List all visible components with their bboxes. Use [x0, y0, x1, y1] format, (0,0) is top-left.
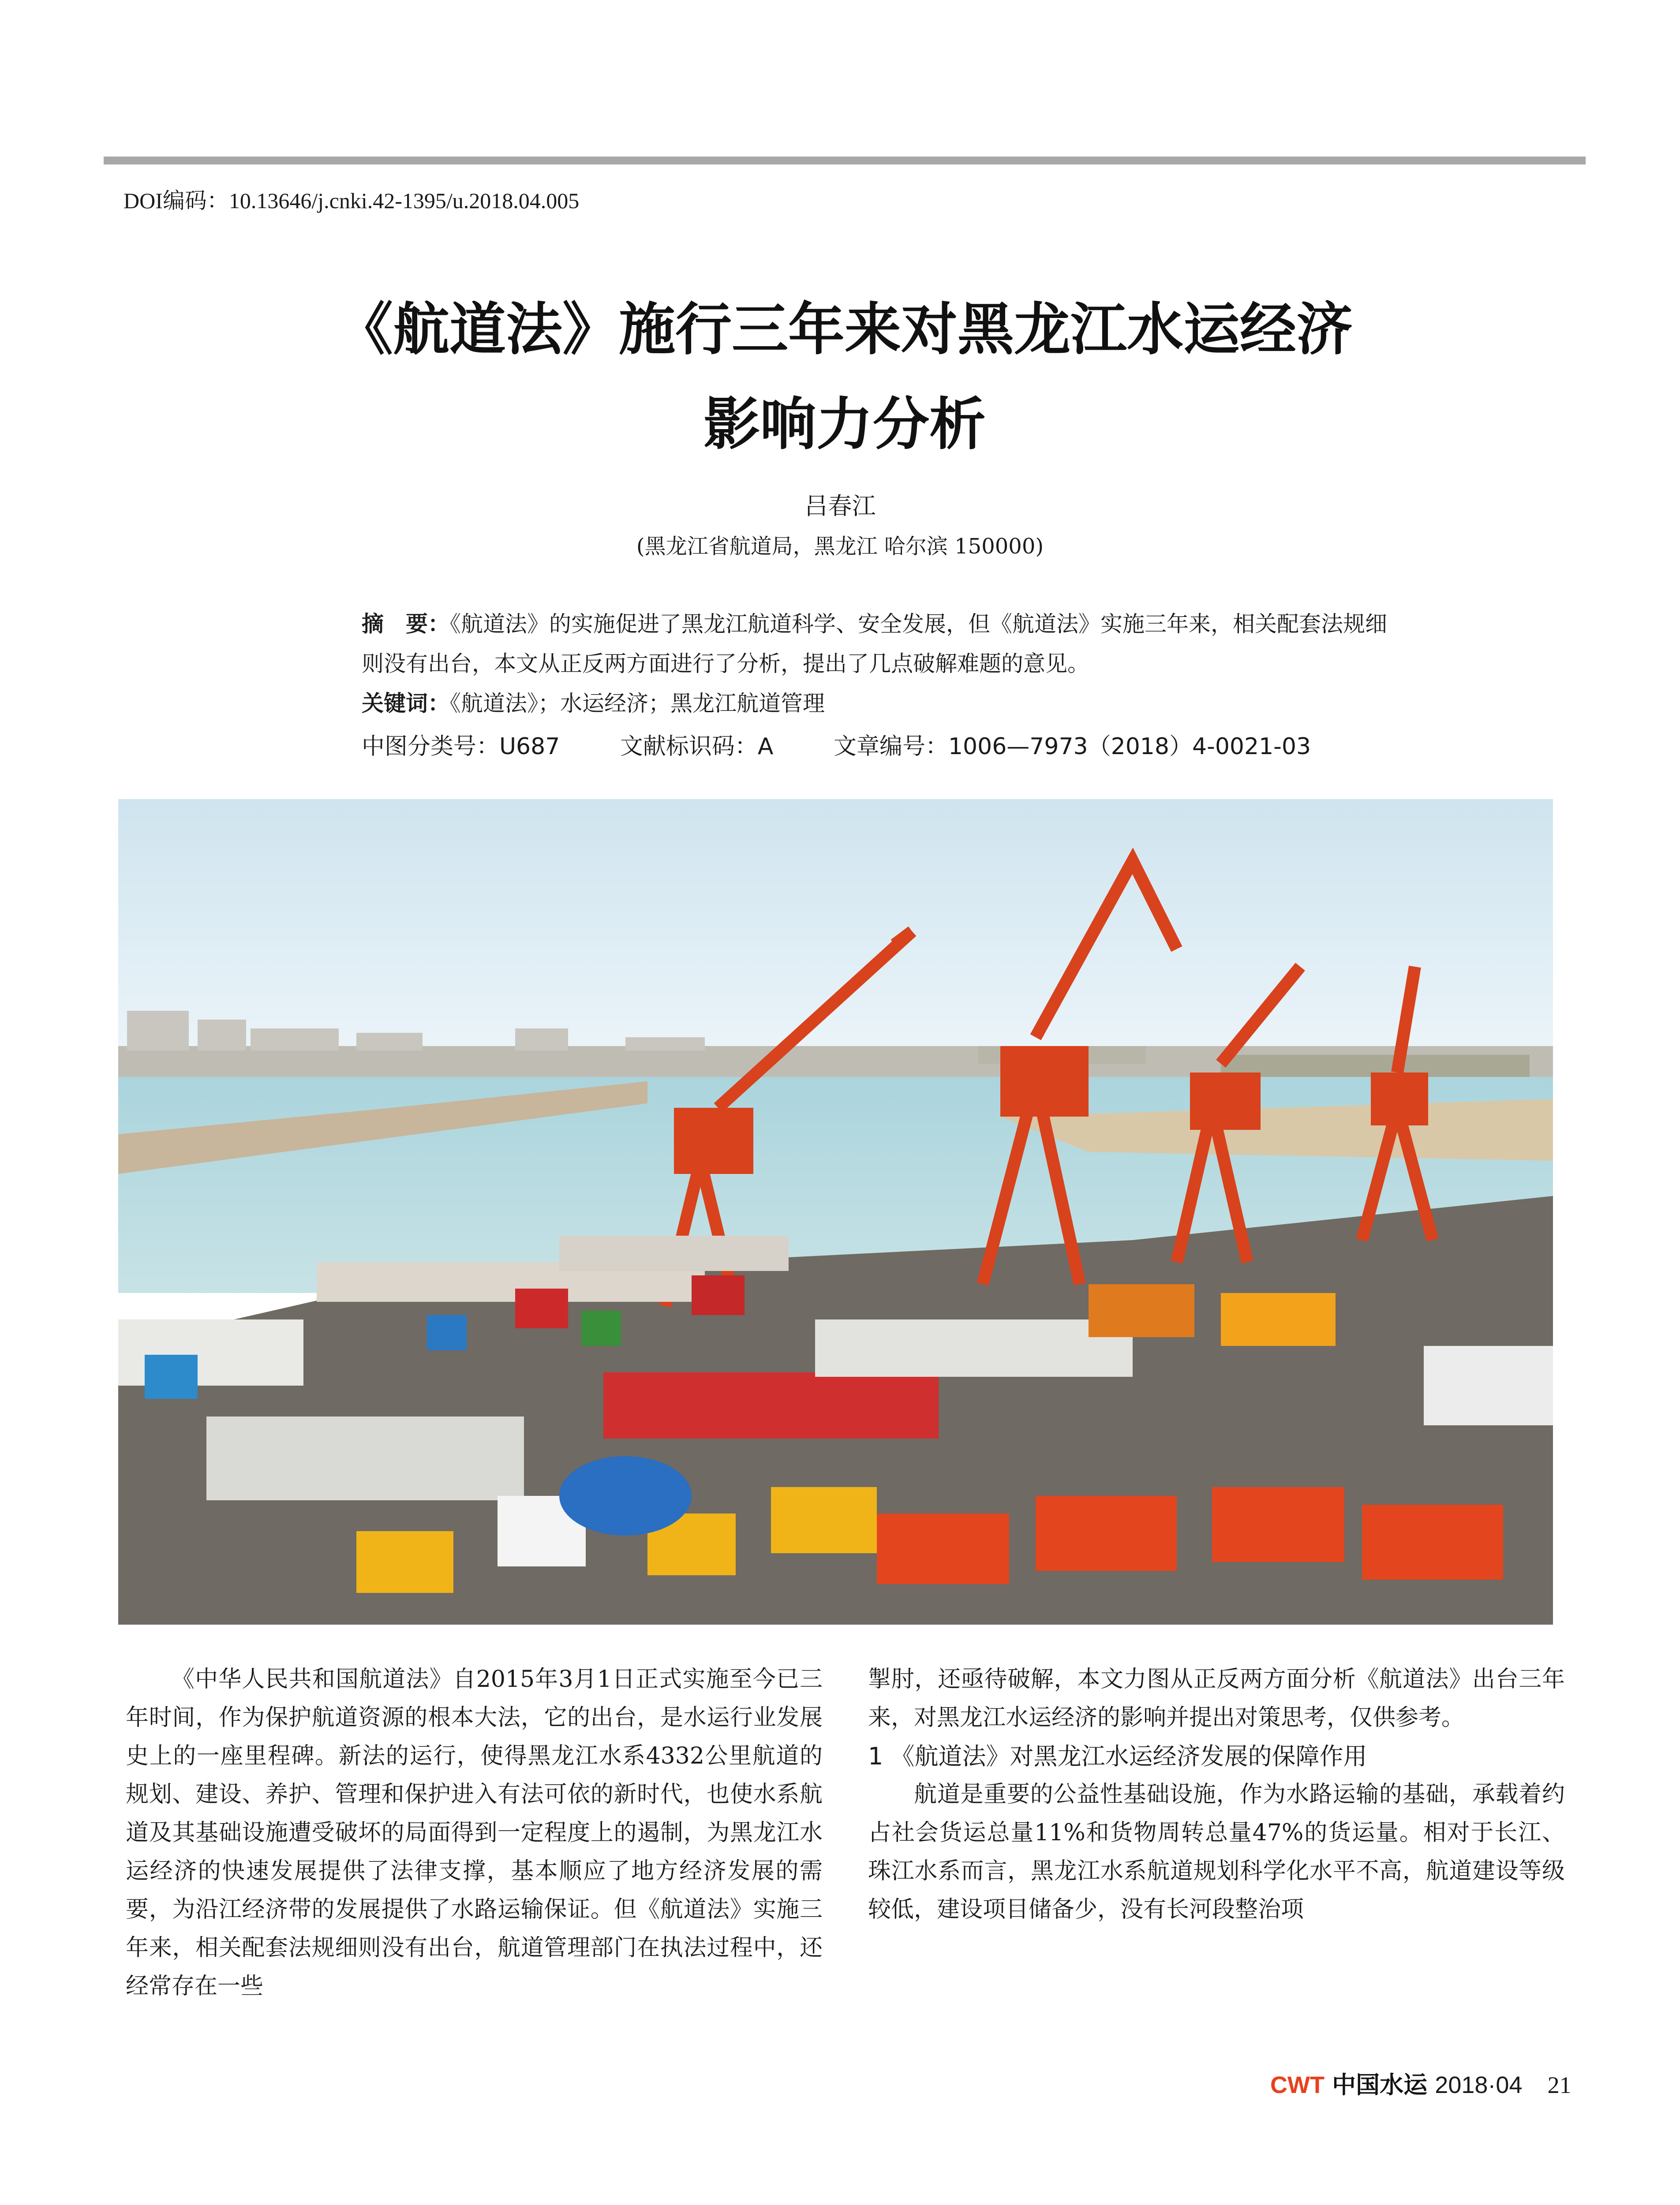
body-paragraph: 航道是重要的公益性基础设施，作为水路运输的基础，承载着约占社会货运总量11%和货物周转总量47%的货运量。相对于长江、珠江水系而言，黑龙江水系航道规划科学化水平不高，航道建设等级较低，建设项目储备少，没有长河段整治项: [868, 1781, 1565, 1923]
magazine-name: 中国水运: [1332, 2071, 1428, 2099]
abstract-block: [362, 604, 1398, 723]
keywords: [362, 684, 1398, 723]
author-name: 吕春江: [804, 492, 876, 520]
keywords-label: 关键词：: [362, 691, 450, 716]
body-column-right: [868, 1660, 1565, 1929]
document-code: 文献标识码：A: [620, 733, 774, 760]
article-number: 文章编号：1006—7973（2018）4-0021-03: [833, 733, 1311, 760]
page-number: 21: [1547, 2072, 1571, 2098]
author-affiliation: (黑龙江省航道局，黑龙江 哈尔滨 150000): [636, 534, 1044, 559]
port-photo: [118, 799, 1553, 1625]
abstract: [362, 604, 1398, 684]
keywords-text: 《航道法》；水运经济；黑龙江航道管理: [450, 691, 825, 716]
body-column-left: [126, 1660, 823, 2006]
issue-number: 2018·04: [1435, 2072, 1523, 2098]
body-paragraph: 掣肘，还亟待破解，本文力图从正反两方面分析《航道法》出台三年来，对黑龙江水运经济的影响并提出对策思考，仅供参考。: [868, 1666, 1565, 1731]
article-title: [104, 282, 1586, 472]
doi-code: DOI编码：10.13646/j.cnki.42-1395/u.2018.04.005: [123, 188, 580, 213]
abstract-label: 摘 要：: [362, 611, 450, 637]
header-rule: [104, 157, 1586, 164]
title-line-2: 影响力分析: [703, 392, 986, 457]
title-line-1: 《航道法》施行三年来对黑龙江水运经济: [336, 297, 1353, 363]
body-paragraph: 《中华人民共和国航道法》自2015年3月1日正式实施至今已三年时间，作为保护航道资源的根本大法，它的出台，是水运行业发展史上的一座里程碑。新法的运行，使得黑龙江水系4332公里航道的规划、建设、养护、管理和保护进入有法可依的新时代，也使水系航道及其基础设施遭受破坏的局面得到一定程度上的遏制，为黑龙江水运经济的快速发展提供了法律支撑，基本顺应了地方经济发展的需要，为沿江经济带的发展提供了水路运输保证。但《航道法》实施三年来，相关配套法规细则没有出台，航道管理部门在执法过程中，还经常存在一些: [126, 1666, 823, 1999]
abstract-text: 《航道法》的实施促进了黑龙江航道科学、安全发展，但《航道法》实施三年来，相关配套法规细则没有出台，本文从正反两方面进行了分析，提出了几点破解难题的意见。: [362, 611, 1387, 676]
clc-number: 中图分类号：U687: [362, 733, 560, 760]
section-heading: 1 《航道法》对黑龙江水运经济发展的保障作用: [868, 1742, 1367, 1770]
journal-logo: CWT: [1270, 2072, 1325, 2098]
page-footer: [1270, 2066, 1571, 2100]
classification-row: [362, 728, 1364, 761]
